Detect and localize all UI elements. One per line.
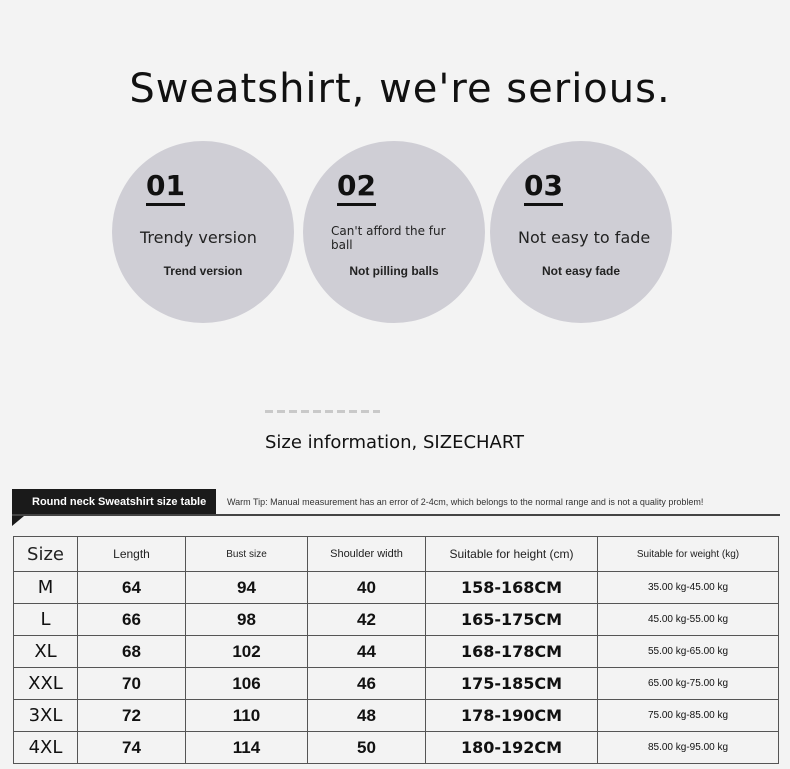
table-row: [14, 604, 779, 636]
cell-bust: 94: [186, 572, 308, 604]
cell-height: 168-178CM: [426, 636, 598, 668]
column-header-size: Size: [14, 537, 78, 572]
feature-subtitle: Trend version: [163, 264, 243, 278]
feature-subtitle: Not easy fade: [541, 264, 621, 278]
cell-length: 72: [78, 700, 186, 732]
table-row: [14, 572, 779, 604]
feature-title: Trendy version: [140, 228, 257, 247]
size-table-tag: Round neck Sweatshirt size table: [12, 489, 216, 516]
column-header-height: Suitable for height (cm): [426, 537, 598, 572]
feature-number: 02: [337, 171, 376, 206]
column-header-bust: Bust size: [186, 537, 308, 572]
cell-shoulder: 48: [308, 700, 426, 732]
cell-length: 66: [78, 604, 186, 636]
feature-number: 01: [146, 171, 185, 206]
cell-bust: 110: [186, 700, 308, 732]
column-header-length: Length: [78, 537, 186, 572]
cell-shoulder: 50: [308, 732, 426, 764]
cell-size: 4XL: [14, 732, 78, 764]
cell-weight: 85.00 kg-95.00 kg: [598, 732, 779, 764]
cell-weight: 65.00 kg-75.00 kg: [598, 668, 779, 700]
size-info-heading: Size information, SIZECHART: [265, 432, 525, 453]
size-table: [13, 536, 779, 764]
cell-size: M: [14, 572, 78, 604]
table-row: [14, 732, 779, 764]
cell-bust: 106: [186, 668, 308, 700]
cell-size: 3XL: [14, 700, 78, 732]
cell-shoulder: 46: [308, 668, 426, 700]
cell-shoulder: 40: [308, 572, 426, 604]
feature-subtitle: Not pilling balls: [349, 264, 439, 278]
cell-weight: 35.00 kg-45.00 kg: [598, 572, 779, 604]
cell-length: 70: [78, 668, 186, 700]
cell-weight: 45.00 kg-55.00 kg: [598, 604, 779, 636]
cell-size: XXL: [14, 668, 78, 700]
cell-height: 178-190CM: [426, 700, 598, 732]
cell-weight: 55.00 kg-65.00 kg: [598, 636, 779, 668]
cell-bust: 114: [186, 732, 308, 764]
tag-tail-shape: [12, 516, 24, 526]
cell-height: 175-185CM: [426, 668, 598, 700]
table-header-row: [14, 537, 779, 572]
feature-title: Not easy to fade: [518, 228, 651, 247]
cell-shoulder: 44: [308, 636, 426, 668]
page-headline: Sweatshirt, we're serious.: [129, 66, 671, 112]
cell-length: 68: [78, 636, 186, 668]
column-header-shoulder: Shoulder width: [308, 537, 426, 572]
table-row: [14, 700, 779, 732]
cell-shoulder: 42: [308, 604, 426, 636]
table-row: [14, 636, 779, 668]
table-row: [14, 668, 779, 700]
cell-length: 74: [78, 732, 186, 764]
cell-height: 158-168CM: [426, 572, 598, 604]
decorative-divider: [265, 410, 380, 413]
cell-bust: 98: [186, 604, 308, 636]
feature-circle-3: [490, 141, 672, 323]
cell-height: 180-192CM: [426, 732, 598, 764]
cell-size: L: [14, 604, 78, 636]
feature-circle-1: [112, 141, 294, 323]
cell-weight: 75.00 kg-85.00 kg: [598, 700, 779, 732]
cell-length: 64: [78, 572, 186, 604]
column-header-weight: Suitable for weight (kg): [598, 537, 779, 572]
cell-size: XL: [14, 636, 78, 668]
feature-circle-2: [303, 141, 485, 323]
cell-bust: 102: [186, 636, 308, 668]
divider-line: [12, 514, 780, 516]
feature-title: Can't afford the fur ball: [331, 224, 446, 252]
cell-height: 165-175CM: [426, 604, 598, 636]
warm-tip: Warm Tip: Manual measurement has an error of 2-4cm, which belongs to the normal range and is not a quality problem!: [227, 497, 704, 507]
feature-number: 03: [524, 171, 563, 206]
